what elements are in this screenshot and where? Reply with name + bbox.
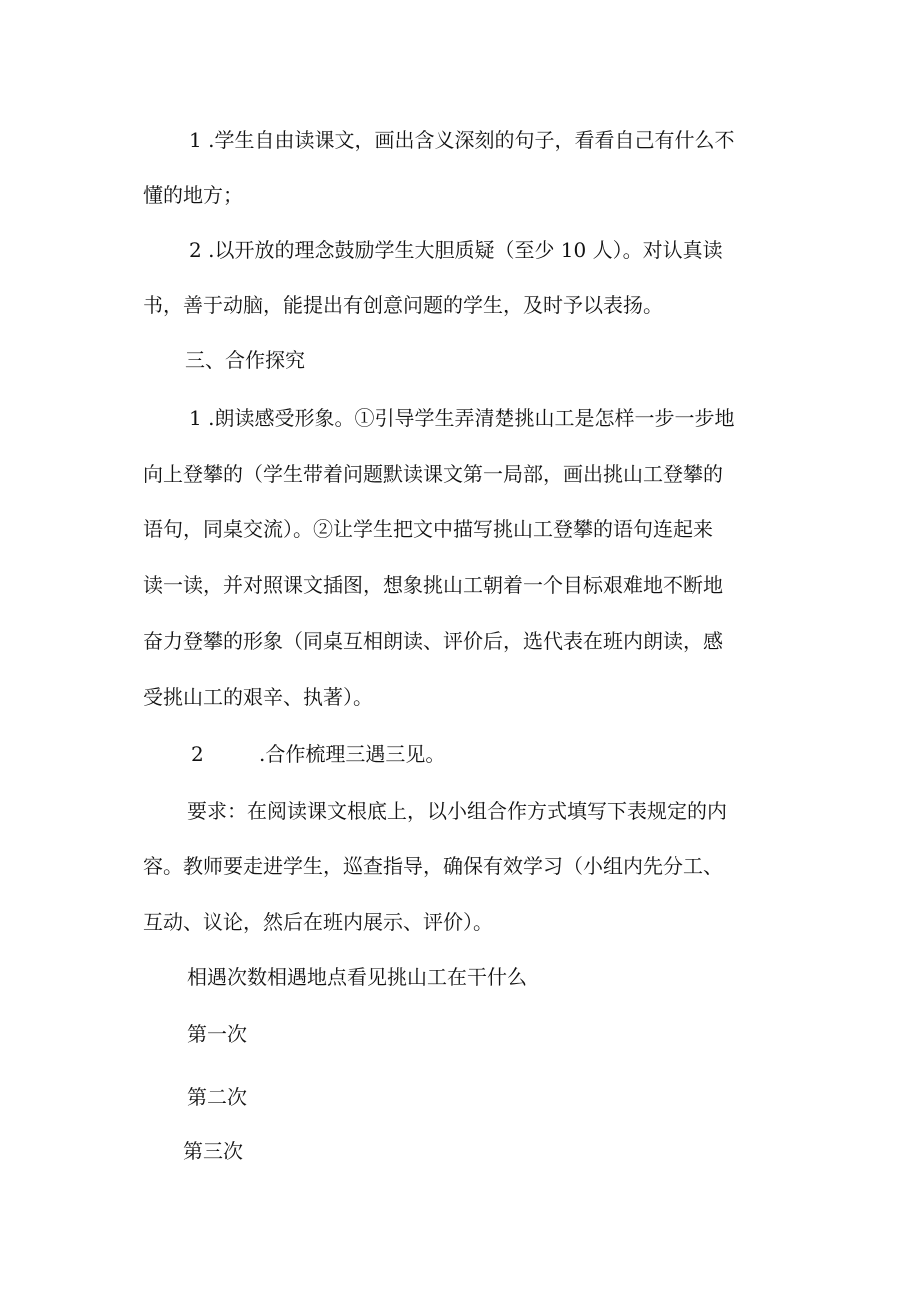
paragraph-line: 奋力登攀的形象（同桌互相朗读、评价后，选代表在班内朗读，感 <box>143 629 723 653</box>
requirement-line: 互动、议论，然后在班内展示、评价）。 <box>143 910 493 934</box>
paragraph-line: 1 .朗读感受形象。①引导学生弄清楚挑山工是怎样一步一步地 <box>189 406 735 430</box>
list-item-text: .合作梳理三遇三见。 <box>259 742 446 766</box>
list-item-2-line-1: 2 .以开放的理念鼓励学生大胆质疑（至少 10 人）。对认真读 <box>189 238 723 262</box>
paragraph-line: 向上登攀的（学生带着问题默读课文第一局部，画出挑山工登攀的 <box>143 462 723 486</box>
section-heading: 三、合作探究 <box>185 348 305 372</box>
list-item-2-line-2: 书，善于动脑，能提出有创意问题的学生，及时予以表扬。 <box>143 293 663 317</box>
list-number: 2 <box>191 742 204 766</box>
table-header-line: 相遇次数相遇地点看见挑山工在干什么 <box>187 965 527 989</box>
list-item-1-line-2: 懂的地方； <box>143 183 243 207</box>
table-row-label: 第一次 <box>187 1022 247 1046</box>
list-item-1-line-1: 1 .学生自由读课文，画出含义深刻的句子，看看自己有什么不 <box>189 128 735 152</box>
requirement-line: 要求：在阅读课文根底上，以小组合作方式填写下表规定的内 <box>187 799 727 823</box>
requirement-line: 容。教师要走进学生，巡查指导，确保有效学习（小组内先分工、 <box>143 854 723 878</box>
paragraph-line: 语句，同桌交流）。②让学生把文中描写挑山工登攀的语句连起来 <box>143 517 713 541</box>
paragraph-line: 读一读，并对照课文插图，想象挑山工朝着一个目标艰难地不断地 <box>143 573 723 597</box>
table-row-label: 第三次 <box>183 1139 243 1163</box>
table-row-label: 第二次 <box>187 1085 247 1109</box>
paragraph-line: 受挑山工的艰辛、执著）。 <box>143 685 373 709</box>
